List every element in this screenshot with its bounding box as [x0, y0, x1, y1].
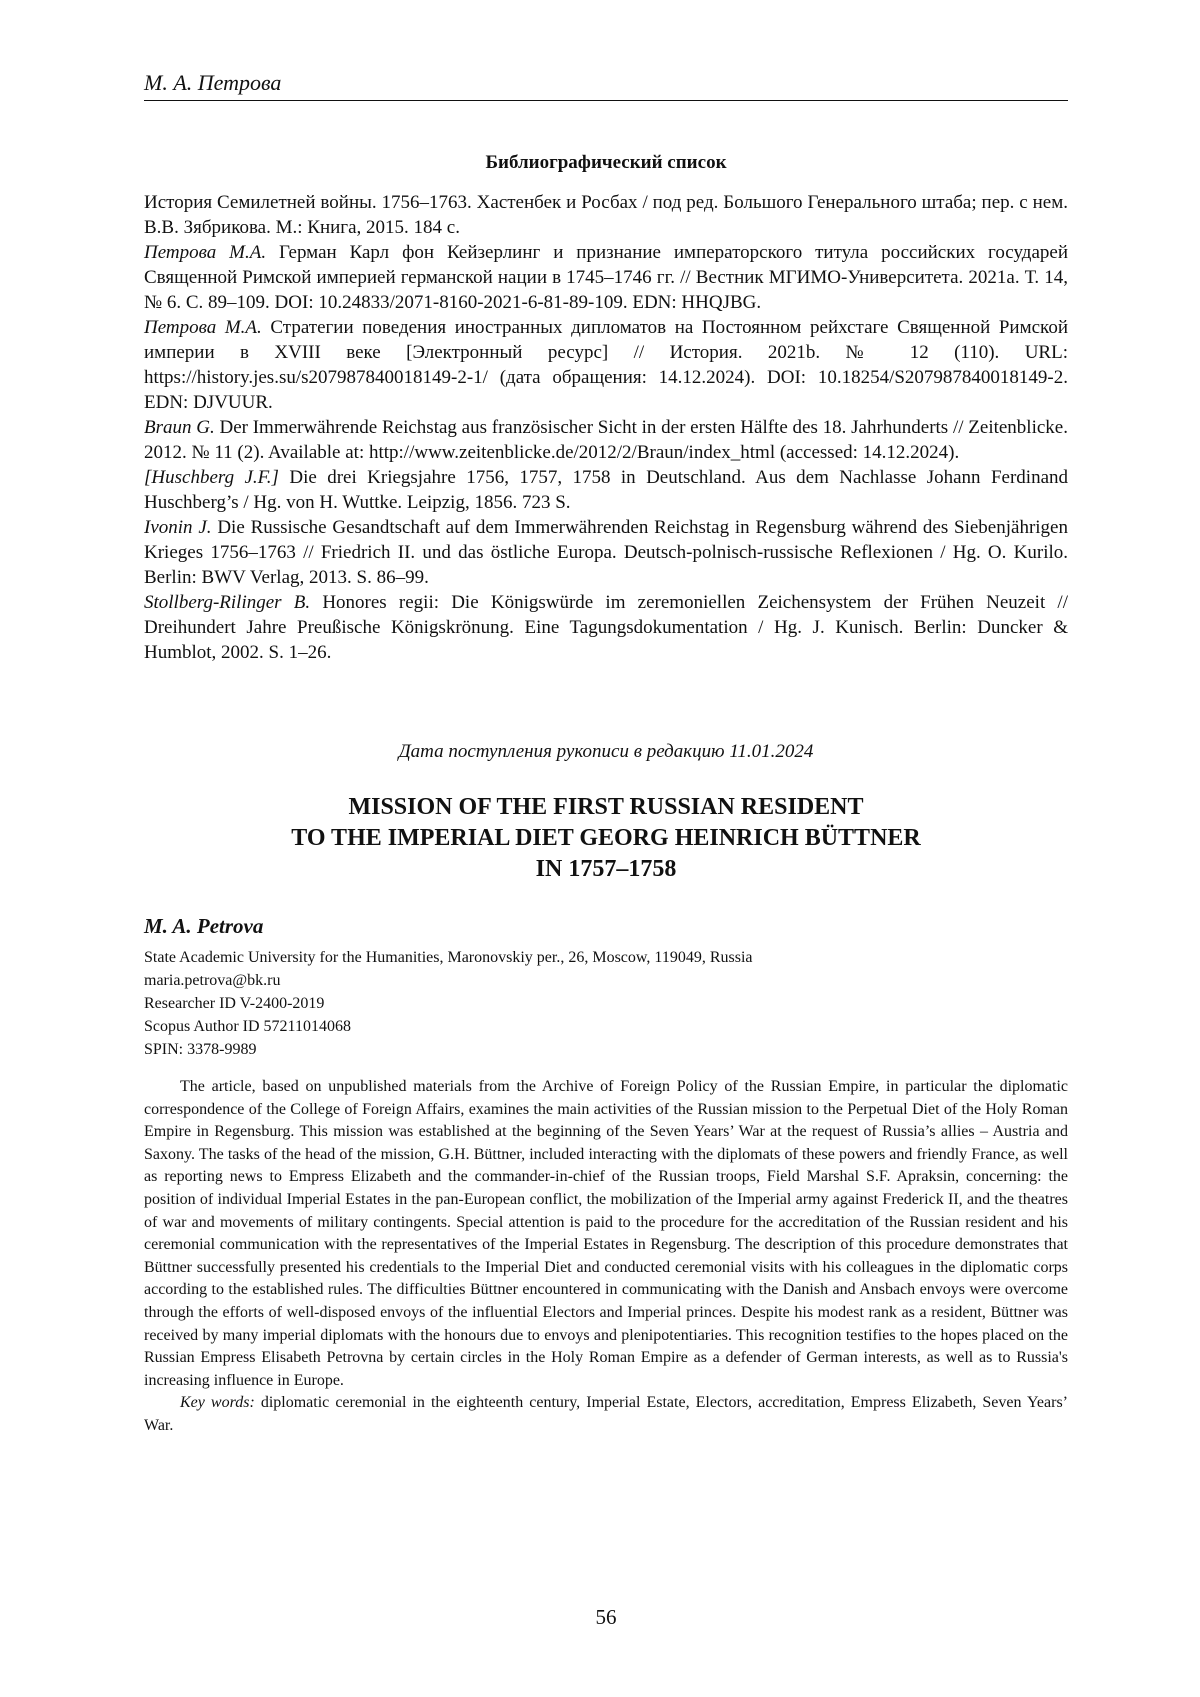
- article-title: [144, 792, 1068, 885]
- bib-text: Стратегии поведения иностранных дипломатов на Постоянном рейхстаге Священной Римской империи в XVIII веке [Электронный ресурс] // История. 2021b. № 12 (110). URL: https://history.jes.su/s207987840018149-2-1/ (дата обращения: 14.12.2024). DOI: 10.18254/S207987840018149-2. EDN: DJVUUR.: [144, 317, 1068, 413]
- bib-author: Ivonin J.: [144, 517, 212, 538]
- abstract: [144, 1076, 1068, 1438]
- running-head: М. А. Петрова: [144, 70, 1068, 101]
- affiliation: State Academic University for the Humanities, Maronovskiy per., 26, Moscow, 119049, Russia: [144, 949, 753, 966]
- bibliography-heading: Библиографический список: [485, 152, 727, 173]
- author-name: M. A. Petrova: [144, 914, 264, 938]
- title-line: MISSION OF THE FIRST RUSSIAN RESIDENT: [348, 794, 864, 820]
- keywords-text: diplomatic ceremonial in the eighteenth century, Imperial Estate, Electors, accreditation, Empress Elizabeth, Seven Years’ War.: [144, 1394, 1069, 1434]
- title-line: IN 1757–1758: [535, 856, 677, 882]
- bib-entry: [144, 515, 1068, 590]
- bib-entry: [144, 240, 1068, 315]
- author-details: [144, 946, 1068, 1061]
- researcher-id: Researcher ID V-2400-2019: [144, 995, 325, 1012]
- keywords-label: Key words:: [180, 1394, 255, 1412]
- bib-author: Stollberg-Rilinger B.: [144, 592, 311, 613]
- abstract-text: The article, based on unpublished materials from the Archive of Foreign Policy of the Russian Empire, in particular the diplomatic correspondence of the College of Foreign Affairs, examines the main activities of the Russian mission to the Perpetual Diet of the Holy Roman Empire in Regensburg. This mission was established at the beginning of the Seven Years’ War at the request of Russia’s allies – Austria and Saxony. The tasks of the head of the mission, G.H. Büttner, included interacting with the diplomats of these powers and friendly France, as well as reporting news to Empress Elizabeth and the commander-in-chief of the Russian troops, Field Marshal S.F. Apraksin, concerning: the position of individual Imperial Estates in the pan-European conflict, the mobilization of the Imperial army against Frederick II, and the theatres of war and movements of military contingents. Special attention is paid to the procedure for the accreditation of the Russian resident and his ceremonial communication with the representatives of the Imperial Estates in Regensburg. The description of this procedure demonstrates that Büttner successfully presented his credentials to the Imperial Diet and conducted ceremonial visits with his colleagues in the diplomatic corps according to the established rules. The difficulties Büttner encountered in communicating with the Danish and Ansbach envoys were overcome through the efforts of well-disposed envoys of the influential Electors and Imperial princes. Despite his modest rank as a resident, Büttner was received by many imperial diplomats with the honours due to envoys and plenipotentiaries. This recognition testifies to the hopes placed on the Russian Empress Elisabeth Petrovna by certain circles in the Holy Roman Empire as a defender of German interests, as well as to Russia's increasing influence in Europe.: [144, 1078, 1068, 1389]
- bib-text: История Семилетней войны. 1756–1763. Хастенбек и Росбах / под ред. Большого Генерального штаба; пер. с нем. В.В. Зябрикова. М.: Книга, 2015. 184 с.: [144, 192, 1068, 238]
- bib-text: Der Immerwährende Reichstag aus französischer Sicht in der ersten Hälfte des 18. Jahrhunderts // Zeitenblicke. 2012. № 11 (2). Available at: http://www.zeitenblicke.de/2012/2/Braun/index_html (accessed: 14.12.2024).: [144, 417, 1068, 463]
- bib-text: Герман Карл фон Кейзерлинг и признание императорского титула российских государей Священной Римской империей германской нации в 1745–1746 гг. // Вестник МГИМО-Университета. 2021a. Т. 14, № 6. С. 89–109. DOI: 10.24833/2071-8160-2021-6-81-89-109. EDN: HHQJBG.: [144, 242, 1068, 313]
- bib-author: Петрова М.А.: [144, 242, 267, 263]
- bib-author: Петрова М.А.: [144, 317, 262, 338]
- bib-entry: [144, 465, 1068, 515]
- bib-text: Die Russische Gesandtschaft auf dem Immerwährenden Reichstag in Regensburg während des Siebenjährigen Krieges 1756–1763 // Friedrich II. und das östliche Europa. Deutsch-polnisch-russische Reflexionen / Hg. O. Kurilo. Berlin: BWV Verlag, 2013. S. 86–99.: [144, 517, 1068, 588]
- bib-text: Die drei Kriegsjahre 1756, 1757, 1758 in Deutschland. Aus dem Nachlasse Johann Ferdinand Huschberg’s / Hg. von H. Wuttke. Leipzig, 1856. 723 S.: [144, 467, 1069, 513]
- received-date-note: Дата поступления рукописи в редакцию 11.01.2024: [398, 741, 814, 762]
- bib-entry: [144, 315, 1068, 415]
- bib-entry: [144, 590, 1068, 665]
- scopus-id: Scopus Author ID 57211014068: [144, 1018, 351, 1035]
- bib-entry: [144, 190, 1068, 240]
- page-number: 56: [595, 1605, 617, 1629]
- title-line: TO THE IMPERIAL DIET GEORG HEINRICH BÜTTNER: [291, 825, 921, 851]
- keywords: [144, 1392, 1068, 1437]
- bib-author: Braun G.: [144, 417, 215, 438]
- bib-text: Honores regii: Die Königswürde im zeremoniellen Zeichensystem der Frühen Neuzeit // Dreihundert Jahre Preußische Königskrönung. Eine Tagungsdokumentation / Hg. J. Kunisch. Berlin: Duncker & Humblot, 2002. S. 1–26.: [144, 592, 1068, 663]
- bib-entry: [144, 415, 1068, 465]
- bib-author: [Huschberg J.F.]: [144, 467, 279, 488]
- author-email: maria.petrova@bk.ru: [144, 972, 281, 989]
- bibliography-list: [144, 190, 1068, 665]
- spin-id: SPIN: 3378-9989: [144, 1041, 257, 1058]
